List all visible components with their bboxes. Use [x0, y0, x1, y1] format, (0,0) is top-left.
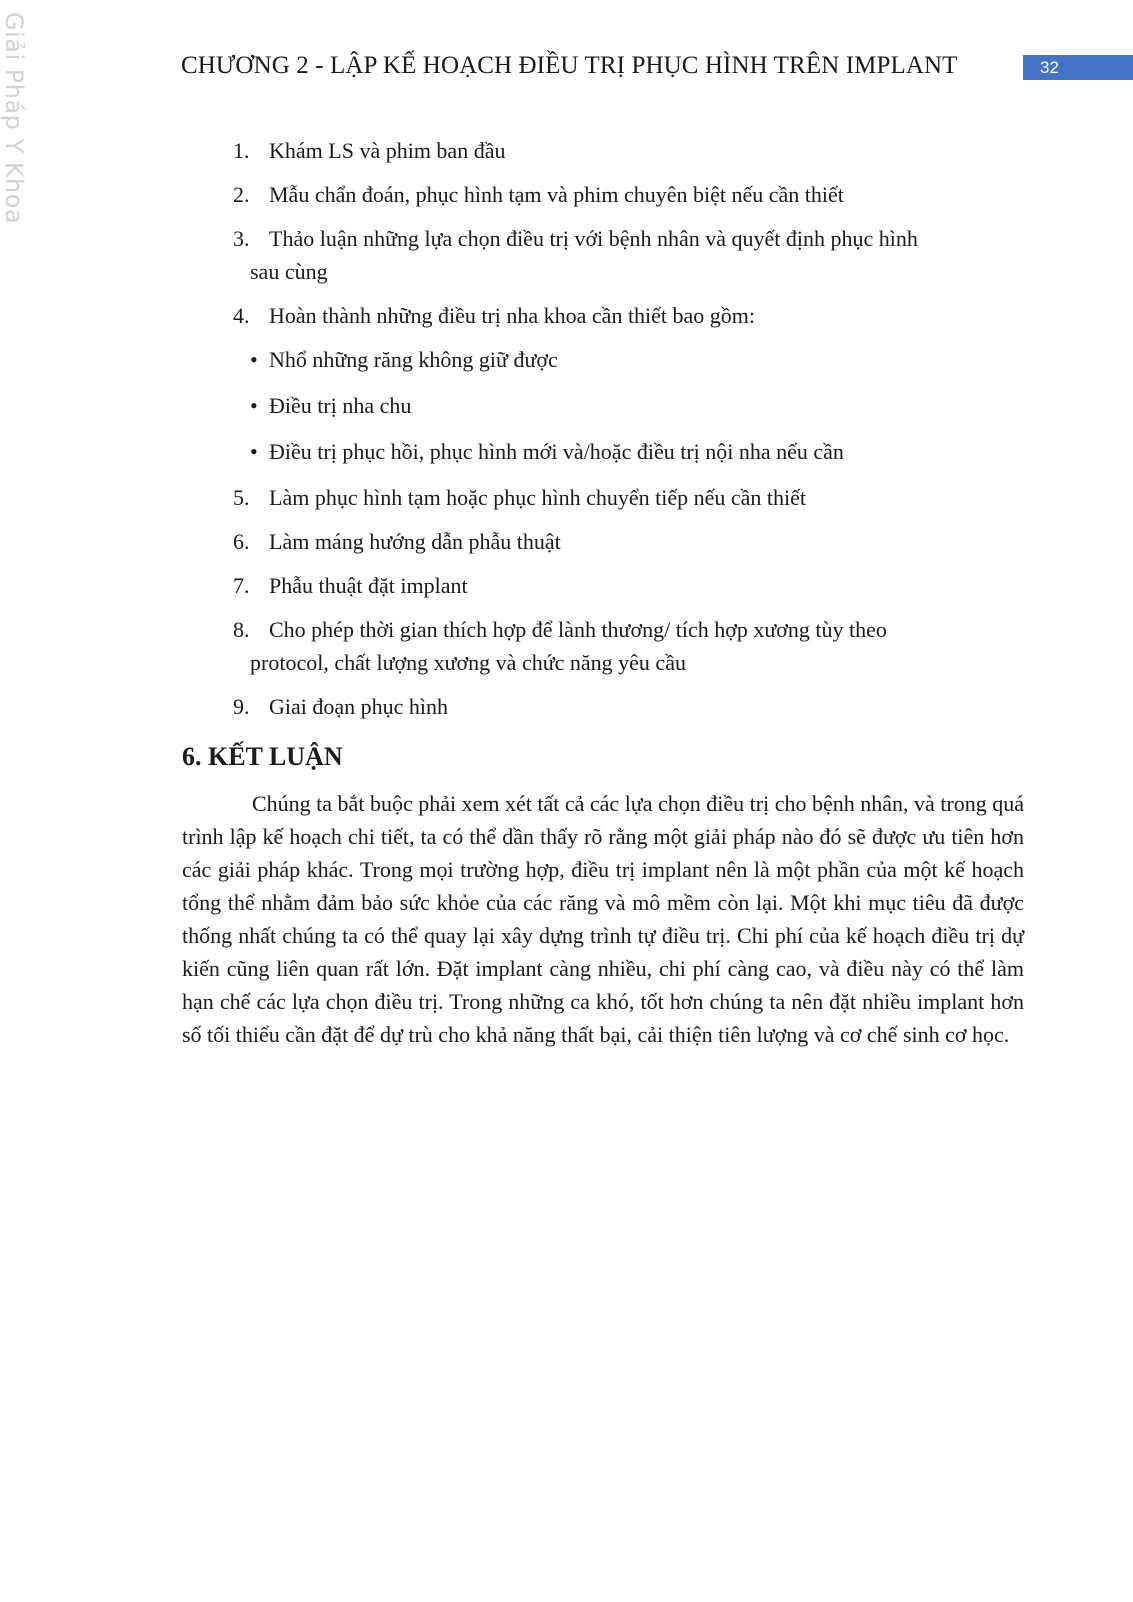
bullet-dot-icon: •	[250, 439, 258, 464]
bullet-dot-icon: •	[250, 393, 258, 418]
list-item-text: Cho phép thời gian thích hợp để lành thương/ tích hợp xương tùy theo	[269, 617, 887, 642]
list-item-number: 6.	[233, 529, 250, 554]
list-item-text: Phẫu thuật đặt implant	[269, 573, 468, 598]
section-heading: 6. KẾT LUẬN	[182, 742, 343, 771]
list-item-number: 3.	[233, 226, 250, 251]
list-item	[233, 222, 1033, 288]
list-item	[233, 134, 1033, 167]
bullet-item	[250, 343, 1033, 376]
bullet-item-text: Điều trị phục hồi, phục hình mới và/hoặc điều trị nội nha nếu cần	[269, 439, 844, 464]
list-item-text: Thảo luận những lựa chọn điều trị với bệnh nhân và quyết định phục hình	[269, 226, 918, 251]
list-item	[233, 613, 1033, 679]
list-item-text: Hoàn thành những điều trị nha khoa cần thiết bao gồm:	[269, 303, 756, 328]
bullet-item	[250, 389, 1033, 422]
list-item-number: 9.	[233, 694, 250, 719]
treatment-steps-list	[233, 134, 1033, 734]
list-item	[233, 690, 1033, 723]
bullet-item-text: Điều trị nha chu	[269, 393, 412, 418]
list-item-text: Khám LS và phim ban đầu	[269, 138, 506, 163]
list-item-text: Làm phục hình tạm hoặc phục hình chuyển tiếp nếu cần thiết	[269, 485, 807, 510]
list-item	[233, 525, 1033, 558]
list-item-number: 8.	[233, 617, 250, 642]
watermark-text: Giải Pháp Y Khoa	[0, 12, 28, 225]
list-item-text: Làm máng hướng dẫn phẫu thuật	[269, 529, 561, 554]
chapter-header-title: CHƯƠNG 2 - LẬP KẾ HOẠCH ĐIỀU TRỊ PHỤC HÌNH TRÊN IMPLANT	[181, 52, 958, 79]
list-item-continuation: protocol, chất lượng xương và chức năng yêu cầu	[250, 650, 686, 675]
list-item-text: Mẫu chẩn đoán, phục hình tạm và phim chuyên biệt nếu cần thiết	[269, 182, 844, 207]
bullet-dot-icon: •	[250, 347, 258, 372]
bullet-item-text: Nhổ những răng không giữ được	[269, 347, 558, 372]
list-item-text: Giai đoạn phục hình	[269, 694, 449, 719]
page-number-badge: 32	[1023, 55, 1133, 80]
list-item-number: 7.	[233, 573, 250, 598]
list-item-number: 1.	[233, 138, 250, 163]
list-item-number: 4.	[233, 303, 250, 328]
list-item	[233, 178, 1033, 211]
list-item	[233, 569, 1033, 602]
conclusion-paragraph: Chúng ta bắt buộc phải xem xét tất cả các lựa chọn điều trị cho bệnh nhân, và trong quá trình lập kế hoạch chi tiết, ta có thể dần thấy rõ rằng một giải pháp nào đó sẽ được ưu tiên hơn các giải pháp khác. Trong mọi trường hợp, điều trị implant nên là một phần của một kế hoạch tổng thể nhằm đảm bảo sức khỏe của các răng và mô mềm còn lại. Một khi mục tiêu đã được thống nhất chúng ta có thể quay lại xây dựng trình tự điều trị. Chi phí của kế hoạch điều trị dự kiến cũng liên quan rất lớn. Đặt implant càng nhiều, chi phí càng cao, và điều này có thể làm hạn chế các lựa chọn điều trị. Trong những ca khó, tốt hơn chúng ta nên đặt nhiều implant hơn số tối thiểu cần đặt để dự trù cho khả năng thất bại, cải thiện tiên lượng và cơ chế sinh cơ học.	[182, 791, 1024, 1047]
list-item-number: 5.	[233, 485, 250, 510]
list-item	[233, 481, 1033, 514]
list-item-number: 2.	[233, 182, 250, 207]
list-item-continuation: sau cùng	[250, 259, 328, 284]
list-item	[233, 299, 1033, 332]
bullet-item	[250, 435, 1033, 468]
